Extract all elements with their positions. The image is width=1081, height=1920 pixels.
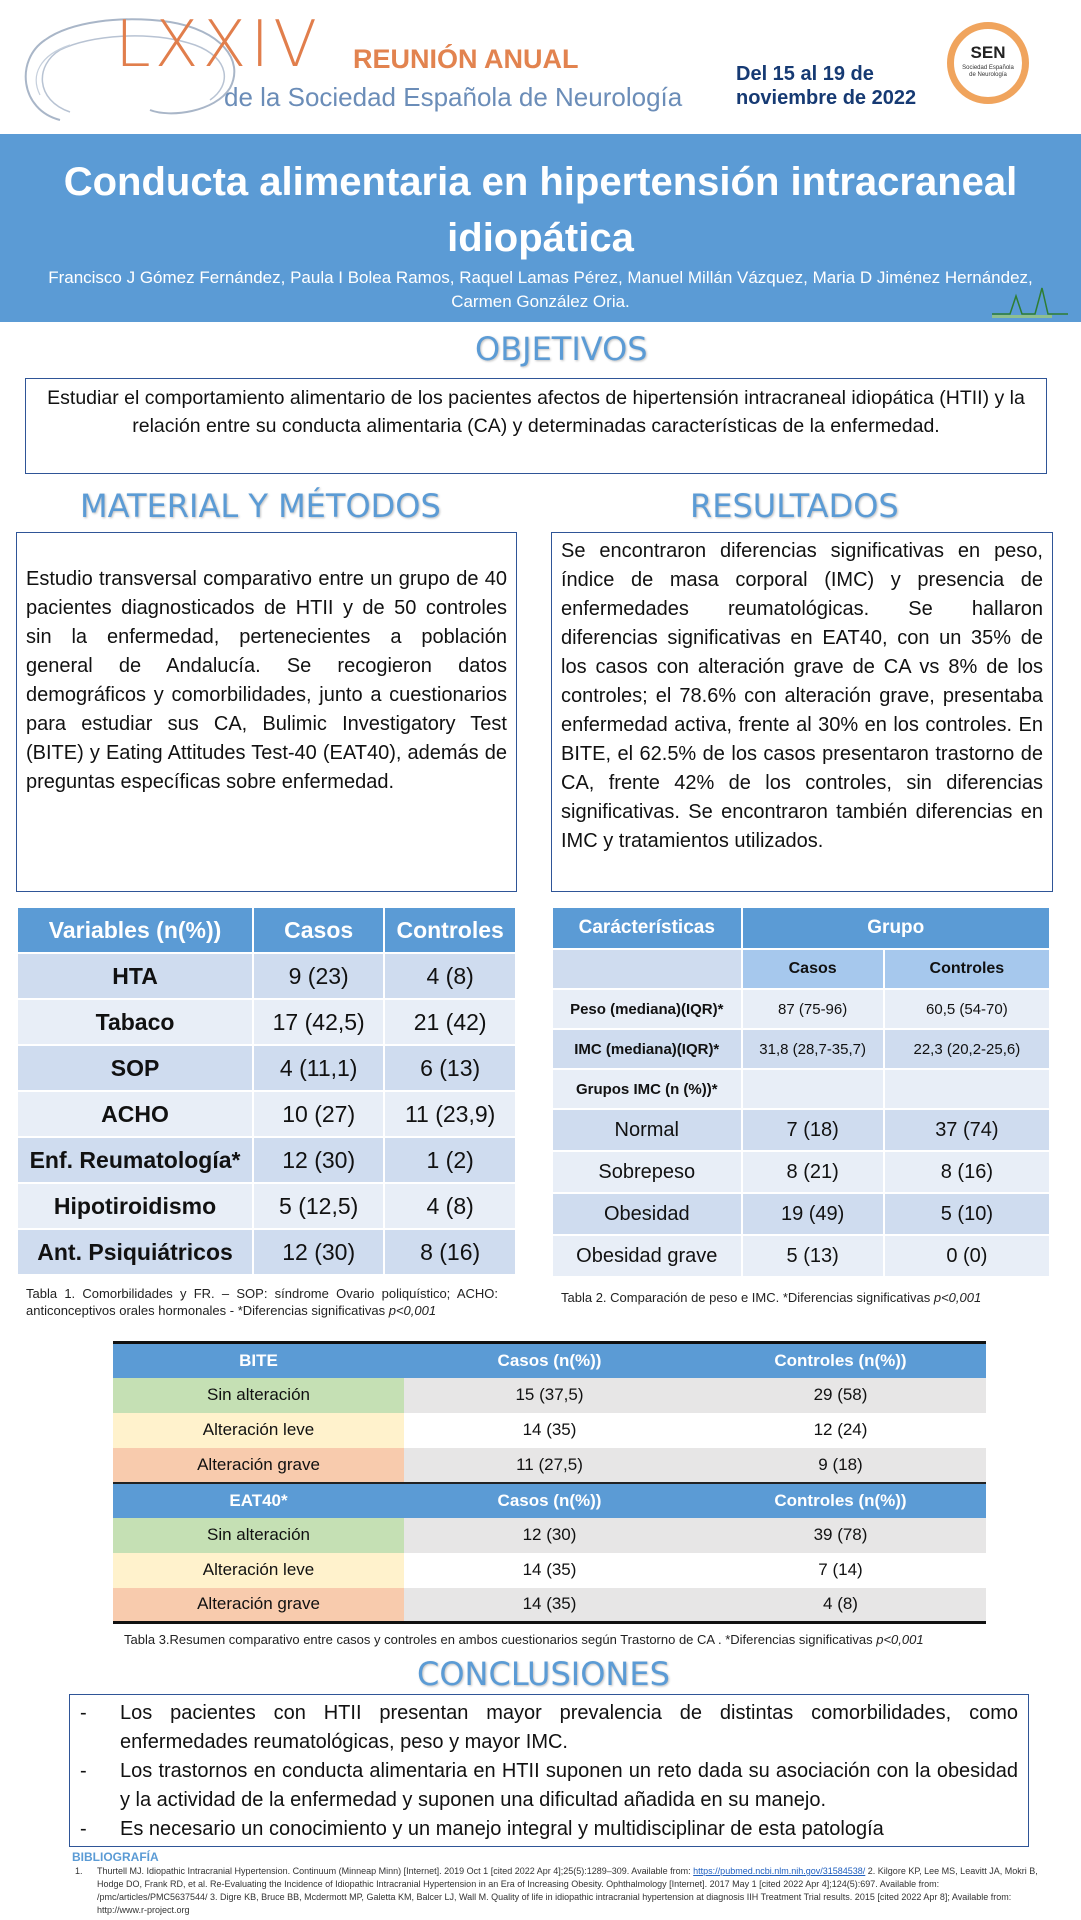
- table-header-cell: BITE: [113, 1343, 404, 1378]
- table2-caption-p: p<0,001: [933, 1290, 982, 1305]
- table-cell: 60,5 (54-70): [884, 989, 1050, 1029]
- table-cell: Peso (mediana)(IQR)*: [552, 989, 742, 1029]
- resultados-text: Se encontraron diferencias significativas en peso, índice de masa corporal (IMC) y presencia de enfermedades reumatológicas. Se hallaron diferencias significativas en EAT40, con un 35% de los casos con alteración grave de CA vs 8% de los controles; el 78.6% con alteración grave, presentaba enfermedad activa, frente al 30% en los controles. En BITE, el 62.5% de los casos presentaron trastorno de CA, frente 42% de los controles, sin diferencias significativas. Se encontraron también diferencias en IMC y tratamientos utilizados.: [561, 540, 1043, 852]
- table-cell: Enf. Reumatología*: [17, 1137, 253, 1183]
- bibliografia-text: [72, 1865, 1052, 1917]
- table-cell: 21 (42): [384, 999, 516, 1045]
- table-cell: 15 (37,5): [404, 1378, 695, 1413]
- table-cell: 12 (30): [253, 1137, 384, 1183]
- bib-text-a: Thurtell MJ. Idiopathic Intracranial Hypertension. Continuum (Minneap Minn) [Internet]. 2019 Oct 1 [cited 2022 Apr 4];25(5):1289–309. Available from:: [97, 1866, 694, 1876]
- table-subheader-cell: Casos: [742, 949, 884, 989]
- congress-date: [736, 62, 916, 110]
- list-dash: -: [80, 1702, 87, 1724]
- table-cell: 4 (8): [384, 1183, 516, 1229]
- table-row: [17, 1091, 516, 1137]
- table-row: [552, 1235, 1050, 1277]
- table-subheader-cell: Controles: [884, 949, 1050, 989]
- table-cell: 5 (10): [884, 1193, 1050, 1235]
- table-cell: 6 (13): [384, 1045, 516, 1091]
- table-cell: 11 (27,5): [404, 1448, 695, 1483]
- table-row: [113, 1413, 986, 1448]
- table-cell: Tabaco: [17, 999, 253, 1045]
- list-dash: -: [80, 1760, 87, 1782]
- table-cell: 9 (23): [253, 953, 384, 999]
- date-line-2: noviembre de 2022: [736, 87, 917, 109]
- table-row: [17, 999, 516, 1045]
- bib-link[interactable]: https://pubmed.ncbi.nlm.nih.gov/31584538/: [693, 1866, 866, 1876]
- list-item: [80, 1815, 1018, 1844]
- sen-logo: [947, 22, 1029, 104]
- bib-number: 1.: [75, 1866, 83, 1876]
- table-cell: [884, 1069, 1050, 1109]
- table-row: [17, 1229, 516, 1275]
- table-row: [17, 1137, 516, 1183]
- table1-caption-p: p<0,001: [388, 1303, 437, 1318]
- table-cell: 14 (35): [522, 1560, 577, 1579]
- table-row: [552, 1193, 1050, 1235]
- bib-text-b: 2. Kilgore KP, Lee MS, Leavitt JA, Mokri B, Hodge DO, Frank RD, et al. Re-Evaluating the Incidence of Idiopathic Intracranial Hypertension in an Era of Increasing Obesity. Ophthalmology [Internet]. 2017 May 1 [cited 2022 Apr 4];124(5):697. Available from: /pmc/articles/PMC5637544/ 3. Digre KB, Bruce BB, Mcdermott MP, Galetta KM, Balcer LJ, Wall M. Quality of life in idiopathic intracranial hypertension at diagnosis IIH Treatment Trial results. 2015 [cited 2022 Apr 8]; Available from: http://www.r-project.org: [97, 1866, 1038, 1915]
- table-cell: Alteración leve: [113, 1413, 404, 1448]
- table-cell: 0 (0): [884, 1235, 1050, 1277]
- table-cell: 1 (2): [384, 1137, 516, 1183]
- table-cell: 19 (49): [742, 1193, 884, 1235]
- table-row: [113, 1378, 986, 1413]
- table-cell: 4 (8): [695, 1588, 986, 1623]
- resultados-heading: RESULTADOS: [690, 487, 899, 525]
- weight-bmi-table: [551, 906, 1051, 1278]
- table-cell: Alteración leve: [113, 1553, 404, 1588]
- sen-logo-text: SEN: [970, 43, 1006, 62]
- date-line-1: Del 15 al 19 de: [736, 63, 874, 85]
- table-header-cell: Grupo: [742, 907, 1050, 949]
- resultados-box: [551, 532, 1053, 892]
- table-cell: Sin alteración: [113, 1518, 404, 1553]
- table-cell: Normal: [552, 1109, 742, 1151]
- table-row: [17, 1183, 516, 1229]
- questionnaire-table: [113, 1341, 986, 1624]
- table-cell: [742, 1069, 884, 1109]
- table-header-cell: Casos (n(%)): [404, 1483, 695, 1518]
- list-dash: -: [80, 1818, 87, 1840]
- table-cell: 7 (14): [818, 1560, 863, 1579]
- table-cell: 9 (18): [695, 1448, 986, 1483]
- table-row: [113, 1553, 986, 1588]
- table2-caption: [561, 1289, 1041, 1306]
- table-cell: ACHO: [17, 1091, 253, 1137]
- authors: Francisco J Gómez Fernández, Paula I Bolea Ramos, Raquel Lamas Pérez, Manuel Millán Vázquez, Maria D Jiménez Hernández, Carmen González Oria.: [48, 268, 1033, 311]
- table1-caption-text: Tabla 1. Comorbilidades y FR. – SOP: síndrome Ovario poliquístico; ACHO: anticonceptivos orales hormonales - *Diferencias significativas: [26, 1286, 498, 1318]
- list-item-text: Es necesario un conocimiento y un manejo integral y multidisciplinar de esta patología: [120, 1818, 884, 1840]
- table3-caption-p: p<0,001: [876, 1632, 924, 1647]
- table-header-cell: Variables (n(%)): [17, 907, 253, 953]
- table-row: [552, 1029, 1050, 1069]
- table-cell: Hipotiroidismo: [17, 1183, 253, 1229]
- table-header-row: [113, 1483, 986, 1518]
- table-cell: 5 (12,5): [253, 1183, 384, 1229]
- comorbidities-table: [16, 906, 517, 1276]
- table-row: [17, 1045, 516, 1091]
- bibliografia-heading: BIBLIOGRAFÍA: [72, 1850, 159, 1864]
- table-subheader-row: [552, 949, 1050, 989]
- table-cell: SOP: [17, 1045, 253, 1091]
- table-cell: 12 (30): [404, 1518, 695, 1553]
- table-header-cell: EAT40*: [113, 1483, 404, 1518]
- conclusiones-heading: CONCLUSIONES: [417, 1655, 670, 1693]
- table-cell: 12 (30): [253, 1229, 384, 1275]
- table-cell: 10 (27): [253, 1091, 384, 1137]
- table-cell: 5 (13): [742, 1235, 884, 1277]
- table-cell: 31,8 (28,7-35,7): [742, 1029, 884, 1069]
- table-cell: Obesidad grave: [552, 1235, 742, 1277]
- table-cell: Ant. Psiquiátricos: [17, 1229, 253, 1275]
- title-band: [0, 134, 1081, 322]
- list-item: [80, 1757, 1018, 1815]
- table-header-cell: Casos (n(%)): [404, 1343, 695, 1378]
- table-cell: HTA: [17, 953, 253, 999]
- table-header-row: [17, 907, 516, 953]
- list-item-text: Los pacientes con HTII presentan mayor prevalencia de distintas comorbilidades, como enfermedades reumatológicas, peso y mayor IMC.: [120, 1702, 1018, 1753]
- list-item: [80, 1699, 1018, 1757]
- table3-caption-text: Tabla 3.Resumen comparativo entre casos y controles en ambos cuestionarios según Trastorno de CA . *Diferencias significativas: [124, 1632, 877, 1647]
- table-header-cell: Controles: [384, 907, 516, 953]
- congress-number: LXXIV: [115, 8, 321, 82]
- metodos-heading: MATERIAL Y MÉTODOS: [80, 487, 441, 525]
- conclusiones-list: [70, 1695, 1028, 1844]
- table-cell: 12 (24): [813, 1420, 868, 1439]
- table-header-row: [552, 907, 1050, 949]
- table-cell: Alteración grave: [113, 1448, 404, 1483]
- table-cell: 22,3 (20,2-25,6): [884, 1029, 1050, 1069]
- conclusiones-box: [69, 1694, 1029, 1847]
- objetivos-box: [25, 378, 1047, 474]
- sen-logo-subtext: Sociedad Española de Neurología: [962, 65, 1014, 78]
- objetivos-heading: OBJETIVOS: [475, 330, 648, 368]
- table-row: [113, 1518, 986, 1553]
- table-cell: 14 (35): [522, 1420, 577, 1439]
- table-cell: 11 (23,9): [384, 1091, 516, 1137]
- table-cell: 4 (11,1): [253, 1045, 384, 1091]
- table-cell: 17 (42,5): [253, 999, 384, 1045]
- table-header-cell: Carácterísticas: [552, 907, 742, 949]
- table3-caption: [124, 1631, 974, 1648]
- table-row: [552, 989, 1050, 1029]
- table-cell: [552, 949, 742, 989]
- society-name: de la Sociedad Española de Neurología: [224, 82, 683, 112]
- objetivos-text: Estudiar el comportamiento alimentario de los pacientes afectos de hipertensión intracraneal idiopática (HTII) y la relación entre su conducta alimentaria (CA) y determinadas características de la enfermedad.: [47, 387, 1025, 437]
- table-row: [113, 1588, 986, 1623]
- table-row: [552, 1069, 1050, 1109]
- poster-title: Conducta alimentaria en hipertensión intracraneal idiopática: [63, 160, 1018, 260]
- table-header-cell: Controles (n(%)): [695, 1343, 986, 1378]
- metodos-box: [16, 532, 517, 892]
- table-cell: Alteración grave: [113, 1588, 404, 1623]
- table-cell: 29 (58): [695, 1378, 986, 1413]
- table-cell: 87 (75-96): [742, 989, 884, 1029]
- table-cell: 37 (74): [884, 1109, 1050, 1151]
- metodos-text: Estudio transversal comparativo entre un grupo de 40 pacientes diagnosticados de HTII y de 50 controles sin la enfermedad, pertenecientes a población general de Andalucía. Se recogieron datos demográficos y comorbilidades, junto a cuestionarios para estudiar sus CA, Bulimic Investigatory Test (BITE) y Eating Attitudes Test-40 (EAT40), además de preguntas específicas sobre enfermedad.: [26, 568, 507, 793]
- table-row: [552, 1109, 1050, 1151]
- table-header-cell: Controles (n(%)): [695, 1483, 986, 1518]
- list-item-text: Los trastornos en conducta alimentaria en HTII suponen un reto dada su asociación con la obesidad y la actividad de la enfermedad y suponen una dificultad añadida en su manejo.: [120, 1760, 1018, 1811]
- table-row: [113, 1448, 986, 1483]
- table-cell: 14 (35): [404, 1588, 695, 1623]
- table-row: [552, 1151, 1050, 1193]
- table1-caption: [26, 1285, 498, 1319]
- table-cell: Obesidad: [552, 1193, 742, 1235]
- table-header-cell: Casos: [253, 907, 384, 953]
- table-cell: Sobrepeso: [552, 1151, 742, 1193]
- table-cell: 8 (21): [742, 1151, 884, 1193]
- table-cell: 7 (18): [742, 1109, 884, 1151]
- table-row: [17, 953, 516, 999]
- table-cell: 8 (16): [384, 1229, 516, 1275]
- table-cell: Sin alteración: [113, 1378, 404, 1413]
- table-cell: 8 (16): [884, 1151, 1050, 1193]
- table-cell: 4 (8): [384, 953, 516, 999]
- table-cell: 39 (78): [695, 1518, 986, 1553]
- congress-header: [0, 0, 1081, 134]
- hospital-logo: [990, 284, 1070, 320]
- congress-name: REUNIÓN ANUAL: [353, 44, 579, 74]
- table2-caption-text: Tabla 2. Comparación de peso e IMC. *Diferencias significativas: [561, 1290, 934, 1305]
- table-header-row: [113, 1343, 986, 1378]
- table-cell: IMC (mediana)(IQR)*: [552, 1029, 742, 1069]
- table-cell: Grupos IMC (n (%))*: [552, 1069, 742, 1109]
